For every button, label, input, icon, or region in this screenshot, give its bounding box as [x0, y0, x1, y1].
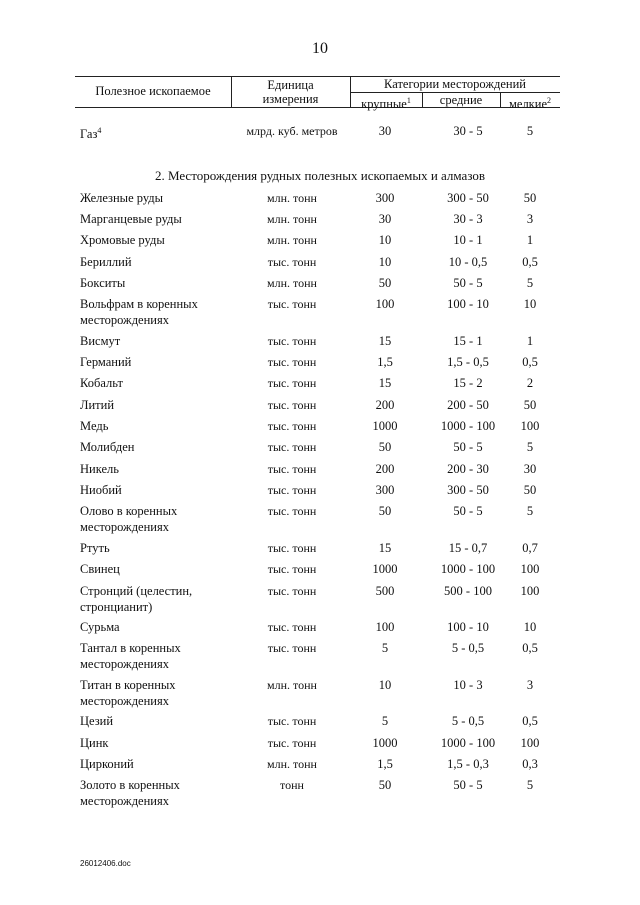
row-large: 300 — [375, 191, 395, 205]
row-medium: 1000 - 100 — [440, 419, 496, 433]
row-unit: тыс. тонн — [267, 736, 317, 750]
row-large: 100 — [375, 620, 395, 634]
row-medium: 5 - 0,5 — [451, 714, 485, 728]
row-name: Бериллий — [80, 255, 132, 269]
header-small-footnote: 2 — [547, 96, 551, 105]
row-small: 1 — [526, 334, 534, 348]
row-large: 10 — [378, 255, 392, 269]
row-large: 300 — [375, 483, 395, 497]
row-medium: 10 - 0,5 — [448, 255, 488, 269]
row-medium: 1000 - 100 — [440, 736, 496, 750]
footer-filename: 26012406.doc — [80, 859, 131, 868]
row-unit: тыс. тонн — [267, 584, 317, 598]
row-unit: млн. тонн — [267, 212, 317, 226]
row-small: 10 — [523, 620, 537, 634]
header-unit-line1: Единица — [267, 78, 314, 92]
row-medium: 500 - 100 — [444, 584, 492, 598]
row-small: 1 — [526, 233, 534, 247]
row-name: Олово в коренных месторождениях — [80, 504, 178, 534]
row-medium: 50 - 5 — [453, 440, 483, 454]
row-medium: 30 - 5 — [453, 124, 483, 138]
row-large: 15 — [378, 334, 392, 348]
row-large: 50 — [378, 276, 392, 290]
row-large: 30 — [378, 124, 392, 138]
header-large — [350, 93, 422, 112]
row-small: 3 — [526, 212, 534, 226]
header-large-footnote: 1 — [406, 96, 411, 105]
row-large: 5 — [381, 641, 389, 655]
row-large: 10 — [378, 233, 392, 247]
header-small-label: мелкие — [508, 97, 547, 112]
row-unit: тыс. тонн — [267, 541, 317, 555]
row-small: 50 — [523, 483, 537, 497]
row-name: Цирконий — [80, 757, 134, 771]
row-small: 5 — [526, 440, 534, 454]
row-medium: 15 - 0,7 — [448, 541, 488, 555]
row-large: 50 — [378, 504, 392, 518]
row-small: 100 — [520, 419, 540, 433]
row-medium: 200 - 30 — [447, 462, 489, 476]
row-unit: тыс. тонн — [267, 419, 317, 433]
row-medium: 5 - 0,5 — [451, 641, 485, 655]
row-unit: тыс. тонн — [267, 714, 317, 728]
row-unit: млрд. куб. метров — [246, 124, 338, 138]
row-medium: 15 - 2 — [453, 376, 483, 390]
row-name: Бокситы — [80, 276, 126, 290]
row-unit: тыс. тонн — [267, 398, 317, 412]
row-large: 15 — [378, 541, 392, 555]
row-unit: млн. тонн — [267, 191, 317, 205]
row-name: Тантал в коренных месторождениях — [80, 641, 181, 671]
row-unit: тыс. тонн — [267, 355, 317, 369]
row-small: 5 — [526, 504, 534, 518]
row-name: Медь — [80, 419, 109, 433]
row-name: Хромовые руды — [80, 233, 165, 247]
row-medium: 200 - 50 — [447, 398, 489, 412]
row-name: Сурьма — [80, 620, 120, 634]
row-large: 1000 — [372, 736, 398, 750]
row-name: Молибден — [80, 440, 135, 454]
row-name: Золото в коренных месторождениях — [80, 778, 180, 808]
row-small: 50 — [523, 191, 537, 205]
row-medium: 100 - 10 — [447, 620, 489, 634]
row-name: Ртуть — [80, 541, 110, 555]
row-large: 100 — [375, 297, 395, 311]
row-large: 1000 — [372, 562, 398, 576]
row-large: 1000 — [372, 419, 398, 433]
row-medium: 10 - 1 — [453, 233, 483, 247]
row-unit: тыс. тонн — [267, 504, 317, 518]
row-small: 0,5 — [522, 355, 538, 369]
gas-label: Газ — [80, 127, 98, 142]
section-title: 2. Месторождения рудных полезных ископаемых и алмазов — [154, 168, 486, 183]
row-small: 0,5 — [522, 714, 538, 728]
header-medium: средние — [439, 93, 483, 107]
row-unit: тыс. тонн — [267, 440, 317, 454]
row-large: 15 — [378, 376, 392, 390]
row-medium: 50 - 5 — [453, 276, 483, 290]
row-small: 100 — [520, 562, 540, 576]
row-unit: тыс. тонн — [267, 483, 317, 497]
gas-footnote: 4 — [97, 126, 102, 135]
row-name: Ниобий — [80, 483, 122, 497]
row-unit: тыс. тонн — [267, 376, 317, 390]
row-name: Германий — [80, 355, 132, 369]
row-small: 5 — [526, 124, 534, 138]
row-unit: тыс. тонн — [267, 562, 317, 576]
row-unit: млн. тонн — [267, 678, 317, 692]
row-large: 200 — [375, 398, 395, 412]
row-name: Свинец — [80, 562, 120, 576]
row-small: 100 — [520, 736, 540, 750]
row-small: 2 — [526, 376, 534, 390]
row-medium: 300 - 50 — [447, 191, 489, 205]
row-name: Никель — [80, 462, 119, 476]
row-medium: 1000 - 100 — [440, 562, 496, 576]
row-unit: тыс. тонн — [267, 620, 317, 634]
row-large: 1,5 — [377, 757, 393, 771]
row-large: 50 — [378, 440, 392, 454]
row-name: Цезий — [80, 714, 114, 728]
row-large: 5 — [381, 714, 389, 728]
row-small: 5 — [526, 276, 534, 290]
row-unit: тонн — [280, 778, 304, 792]
row-medium: 1,5 - 0,5 — [447, 355, 489, 369]
header-mineral: Полезное ископаемое — [95, 84, 211, 98]
row-small: 100 — [520, 584, 540, 598]
row-medium: 300 - 50 — [447, 483, 489, 497]
row-small: 0,5 — [522, 641, 538, 655]
header-categories: Категории месторождений — [384, 77, 526, 91]
row-small: 50 — [523, 398, 537, 412]
row-name: Железные руды — [80, 191, 164, 205]
row-name: Цинк — [80, 736, 109, 750]
row-unit: млн. тонн — [267, 276, 317, 290]
row-small: 0,7 — [522, 541, 538, 555]
row-medium: 100 - 10 — [447, 297, 489, 311]
row-medium: 50 - 5 — [453, 778, 483, 792]
row-large: 200 — [375, 462, 395, 476]
row-name: Марганцевые руды — [80, 212, 182, 226]
row-large: 500 — [375, 584, 395, 598]
row-large: 50 — [378, 778, 392, 792]
row-name: Стронций (целестин, стронцианит) — [80, 584, 193, 614]
row-small: 5 — [526, 778, 534, 792]
row-small: 3 — [526, 678, 534, 692]
row-large: 10 — [378, 678, 392, 692]
row-name: Литий — [80, 398, 115, 412]
row-unit: млн. тонн — [267, 233, 317, 247]
row-medium: 10 - 3 — [453, 678, 483, 692]
row-name: Вольфрам в коренных месторождениях — [80, 297, 198, 327]
header-large-label: крупные — [361, 97, 407, 112]
row-medium: 30 - 3 — [453, 212, 483, 226]
row-unit: тыс. тонн — [267, 462, 317, 476]
row-name: Титан в коренных месторождениях — [80, 678, 176, 708]
row-medium: 50 - 5 — [453, 504, 483, 518]
row-name: Висмут — [80, 334, 121, 348]
row-medium: 1,5 - 0,3 — [447, 757, 489, 771]
row-name — [80, 123, 230, 142]
row-unit: тыс. тонн — [267, 641, 317, 655]
row-small: 0,5 — [522, 255, 538, 269]
page-number: 10 — [312, 40, 328, 57]
row-unit: млн. тонн — [267, 757, 317, 771]
row-small: 10 — [523, 297, 537, 311]
row-unit: тыс. тонн — [267, 255, 317, 269]
row-small: 0,3 — [522, 757, 538, 771]
row-large: 1,5 — [377, 355, 393, 369]
row-large: 30 — [378, 212, 392, 226]
row-unit: тыс. тонн — [267, 297, 317, 311]
header-small — [500, 93, 560, 112]
row-name: Кобальт — [80, 376, 123, 390]
row-medium: 15 - 1 — [453, 334, 483, 348]
row-small: 30 — [523, 462, 537, 476]
header-unit-line2: измерения — [262, 92, 319, 106]
row-unit: тыс. тонн — [267, 334, 317, 348]
